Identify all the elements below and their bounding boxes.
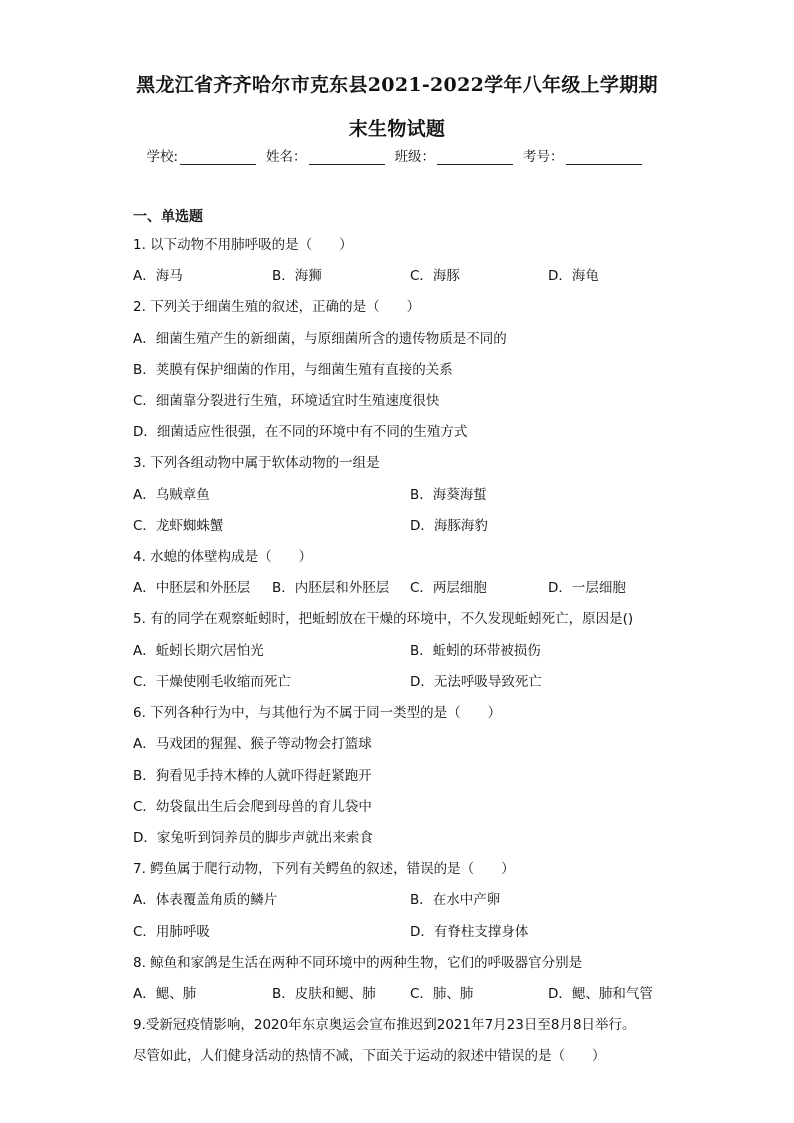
option: D．有脊柱支撑身体 bbox=[410, 924, 529, 940]
option-row bbox=[133, 639, 693, 657]
option: B．皮肤和鳃、肺 bbox=[272, 986, 376, 1002]
option: C．用肺呼吸 bbox=[133, 924, 210, 940]
question-stem: 6. 下列各种行为中，与其他行为不属于同一类型的是（ ） bbox=[133, 705, 502, 721]
school-label: 学校: bbox=[146, 149, 179, 165]
option: B．内胚层和外胚层 bbox=[272, 580, 390, 596]
exam-number-blank[interactable] bbox=[566, 150, 642, 165]
question-stem: 9.受新冠疫情影响，2020年东京奥运会宣布推迟到2021年7月23日至8月8日举行。 bbox=[133, 1017, 636, 1033]
option: A．细菌生殖产生的新细菌，与原细菌所含的遗传物质是不同的 bbox=[133, 331, 507, 347]
option: A．体表覆盖角质的鳞片 bbox=[133, 892, 278, 908]
option-row bbox=[133, 264, 693, 282]
option-row bbox=[133, 888, 693, 906]
option: B．蚯蚓的环带被损伤 bbox=[410, 643, 541, 659]
option: A．马戏团的猩猩、猴子等动物会打篮球 bbox=[133, 736, 372, 752]
question-stem: 7. 鳄鱼属于爬行动物，下列有关鳄鱼的叙述，错误的是（ ） bbox=[133, 861, 515, 877]
class-field bbox=[395, 145, 520, 165]
school-field bbox=[146, 145, 262, 165]
option: C．龙虾蜘蛛蟹 bbox=[133, 518, 224, 534]
question-stem: 8. 鲸鱼和家鸽是生活在两种不同环境中的两种生物，它们的呼吸器官分别是 bbox=[133, 955, 583, 971]
option: B．海葵海蜇 bbox=[410, 487, 487, 503]
option: C．干燥使刚毛收缩而死亡 bbox=[133, 674, 291, 690]
question-stem-continued: 尽管如此，人们健身活动的热情不减，下面关于运动的叙述中错误的是（ ） bbox=[133, 1048, 606, 1064]
class-blank[interactable] bbox=[437, 150, 513, 165]
option: A．中胚层和外胚层 bbox=[133, 580, 251, 596]
name-label: 姓名： bbox=[266, 149, 307, 165]
option-row bbox=[133, 982, 693, 1000]
name-blank[interactable] bbox=[309, 150, 385, 165]
question-stem: 3. 下列各组动物中属于软体动物的一组是 bbox=[133, 455, 380, 471]
option: A．鳃、肺 bbox=[133, 986, 197, 1002]
option: D．细菌适应性很强，在不同的环境中有不同的生殖方式 bbox=[133, 424, 468, 440]
name-field bbox=[266, 145, 391, 165]
option: A．乌贼章鱼 bbox=[133, 487, 210, 503]
option: D．鳃、肺和气管 bbox=[548, 986, 653, 1002]
option: C．肺、肺 bbox=[410, 986, 474, 1002]
option-row bbox=[133, 483, 693, 501]
option: D．无法呼吸导致死亡 bbox=[410, 674, 542, 690]
option: A．海马 bbox=[133, 268, 183, 284]
school-blank[interactable] bbox=[180, 150, 256, 165]
option: C．细菌靠分裂进行生殖，环境适宜时生殖速度很快 bbox=[133, 393, 440, 409]
option-row bbox=[133, 514, 693, 532]
option: C．两层细胞 bbox=[410, 580, 487, 596]
question-stem: 5. 有的同学在观察蚯蚓时，把蚯蚓放在干燥的环境中，不久发现蚯蚓死亡，原因是() bbox=[133, 611, 634, 627]
exam-number-label: 考号： bbox=[523, 149, 564, 165]
option: A．蚯蚓长期穴居怕光 bbox=[133, 643, 264, 659]
option: C．幼袋鼠出生后会爬到母兽的育儿袋中 bbox=[133, 799, 372, 815]
option: B．海狮 bbox=[272, 268, 322, 284]
option: C．海豚 bbox=[410, 268, 460, 284]
option: B．荚膜有保护细菌的作用，与细菌生殖有直接的关系 bbox=[133, 362, 453, 378]
option: D．家兔听到饲养员的脚步声就出来索食 bbox=[133, 830, 373, 846]
section-title: 一、单选题 bbox=[133, 209, 203, 225]
option-row bbox=[133, 920, 693, 938]
option-row bbox=[133, 576, 693, 594]
question-stem: 4. 水螅的体壁构成是（ ） bbox=[133, 549, 313, 565]
exam-number-field bbox=[523, 145, 648, 165]
option: B．狗看见手持木棒的人就吓得赶紧跑开 bbox=[133, 768, 372, 784]
page-title-line-1: 黑龙江省齐齐哈尔市克东县2021-2022学年八年级上学期期 bbox=[136, 74, 658, 96]
option-row bbox=[133, 670, 693, 688]
question-stem: 1. 以下动物不用肺呼吸的是（ ） bbox=[133, 237, 353, 253]
student-info-row bbox=[0, 145, 794, 165]
option: D．一层细胞 bbox=[548, 580, 626, 596]
option: D．海龟 bbox=[548, 268, 599, 284]
class-label: 班级： bbox=[394, 149, 436, 165]
question-stem: 2. 下列关于细菌生殖的叙述，正确的是（ ） bbox=[133, 299, 421, 315]
option: D．海豚海豹 bbox=[410, 518, 488, 534]
option: B．在水中产卵 bbox=[410, 892, 501, 908]
page-title-line-2: 末生物试题 bbox=[348, 118, 446, 140]
